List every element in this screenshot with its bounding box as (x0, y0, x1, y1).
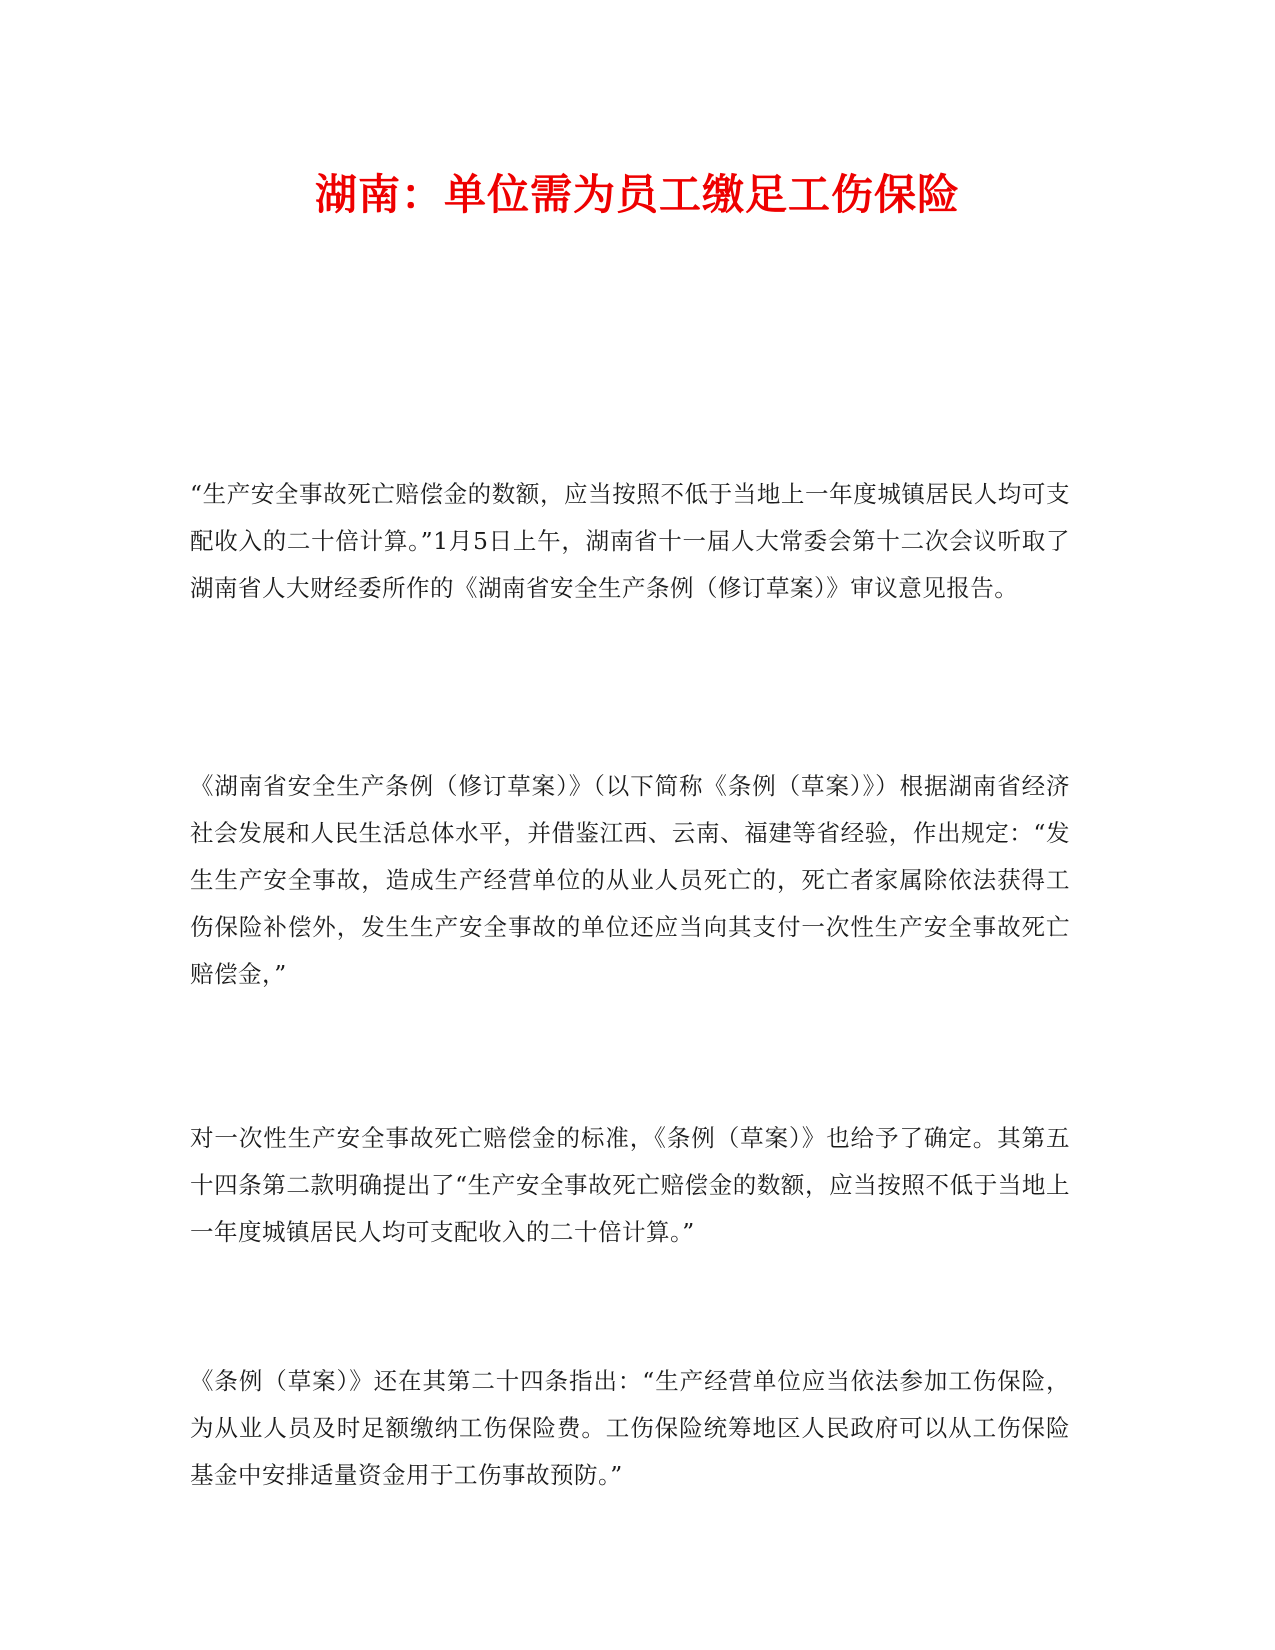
paragraph-3: 对一次性生产安全事故死亡赔偿金的标准，《条例（草案）》也给予了确定。其第五十四条第二款明确提出了“生产安全事故死亡赔偿金的数额，应当按照不低于当地上一年度城镇居民人均可支配收入的二十倍计算。” (190, 1124, 1070, 1246)
document-title: 湖南：单位需为员工缴足工伤保险 (314, 170, 960, 219)
paragraph-4: 《条例（草案）》还在其第二十四条指出：“生产经营单位应当依法参加工伤保险，为从业人员及时足额缴纳工伤保险费。工伤保险统筹地区人民政府可以从工伤保险基金中安排适量资金用于工伤事故预防。” (190, 1367, 1070, 1489)
paragraph-2: 《湖南省安全生产条例（修订草案）》（以下简称《条例（草案）》）根据湖南省经济社会发展和人民生活总体水平，并借鉴江西、云南、福建等省经验，作出规定：“发生生产安全事故，造成生产经营单位的从业人员死亡的，死亡者家属除依法获得工伤保险补偿外，发生生产安全事故的单位还应当向其支付一次性生产安全事故死亡赔偿金，” (190, 772, 1070, 988)
paragraph-1: “生产安全事故死亡赔偿金的数额，应当按照不低于当地上一年度城镇居民人均可支配收入的二十倍计算。”1月5日上午，湖南省十一届人大常委会第十二次会议听取了湖南省人大财经委所作的《湖南省安全生产条例（修订草案）》审议意见报告。 (190, 480, 1070, 602)
